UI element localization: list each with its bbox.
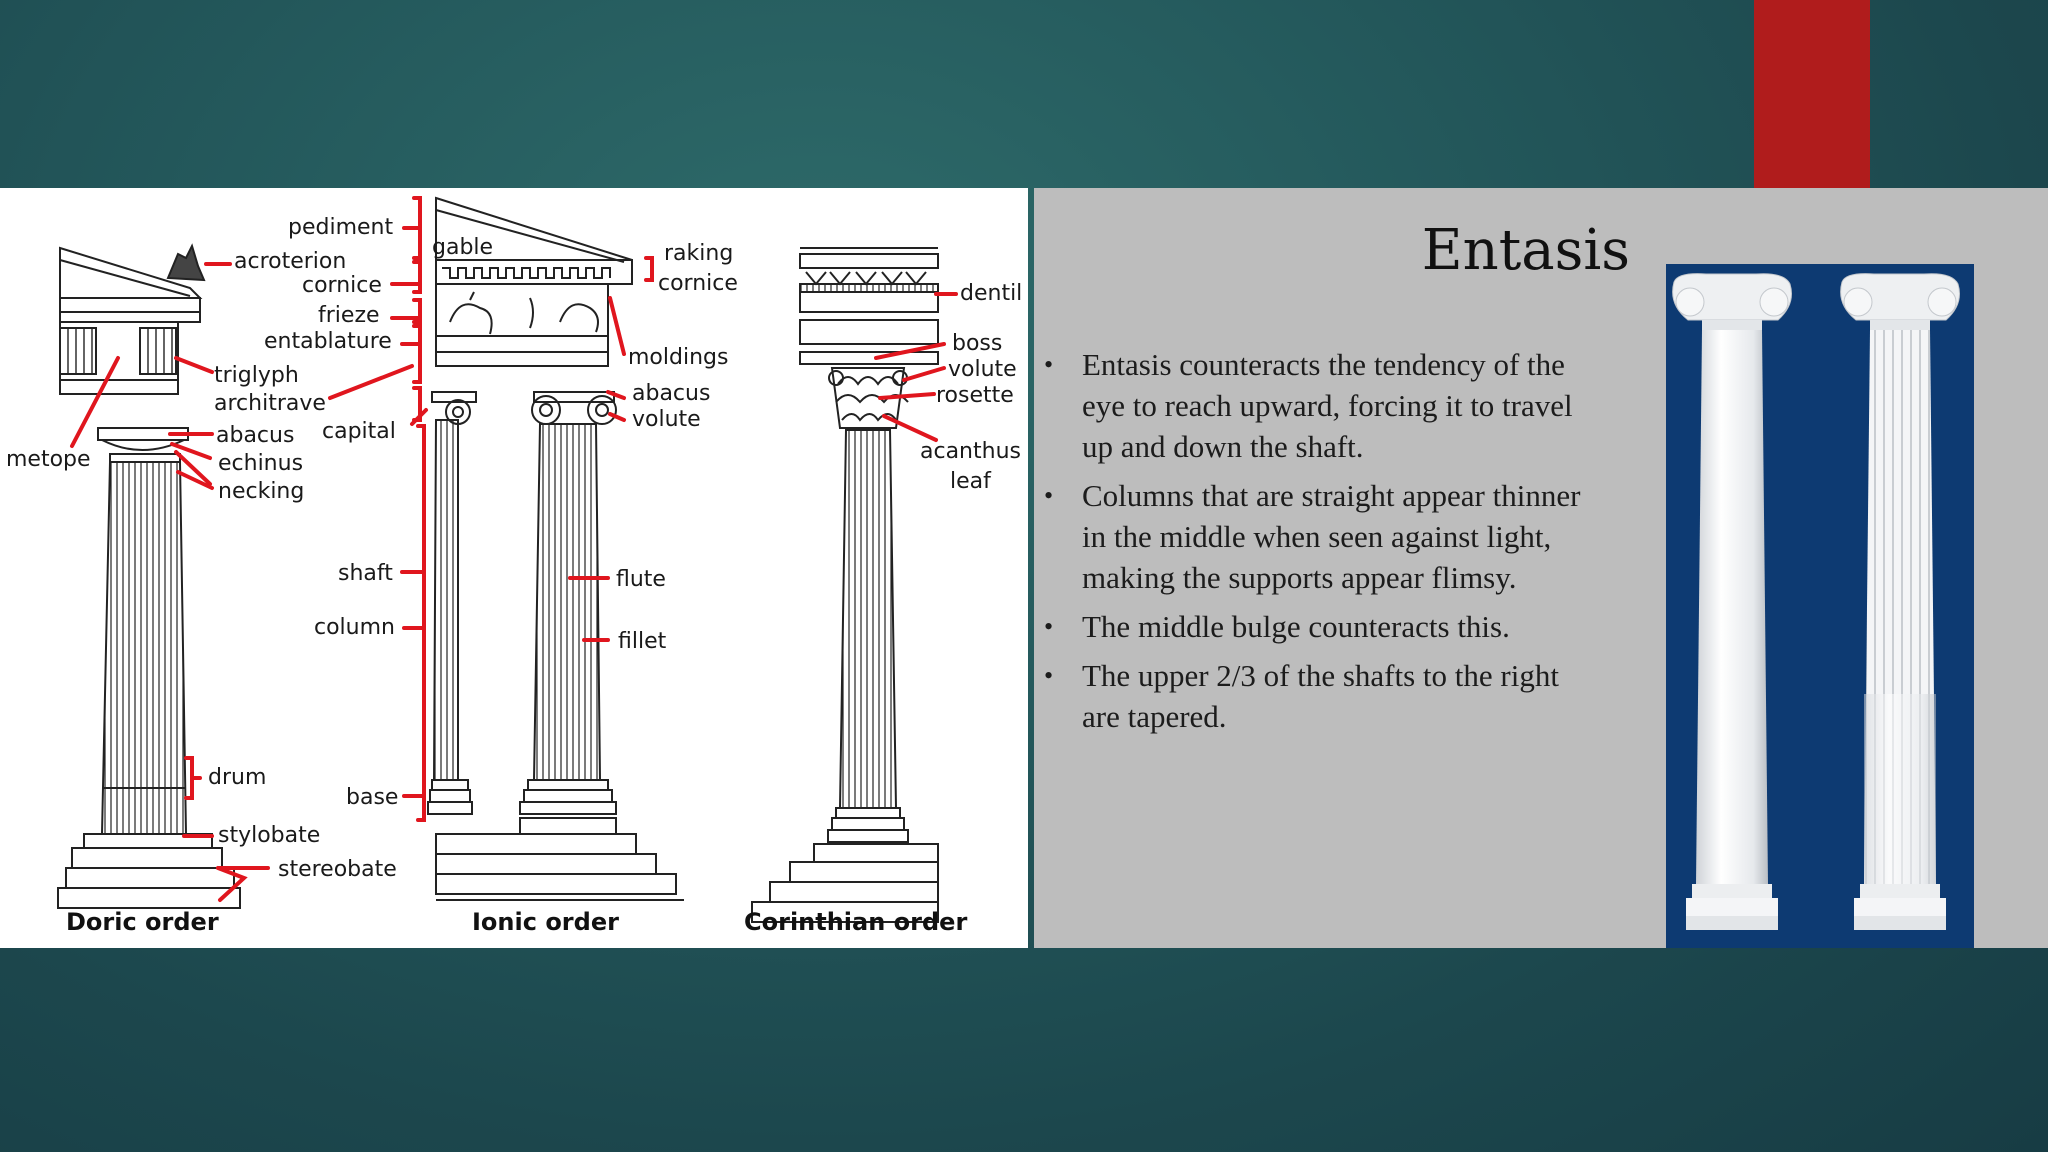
label-stylobate: stylobate — [218, 823, 321, 848]
label-pediment: pediment — [288, 215, 394, 240]
bullet-text: Columns that are straight appear thinner in the middle when seen against light, making the supports appear flimsy. — [1082, 478, 1581, 595]
label-volute-ionic: volute — [632, 407, 701, 432]
label-abacus-doric: abacus — [216, 423, 295, 448]
label-dentil: dentil — [960, 281, 1023, 306]
label-boss: boss — [952, 331, 1003, 356]
doric-column-drawing — [58, 246, 240, 908]
ionic-column-drawing — [428, 198, 684, 900]
label-capital: capital — [322, 419, 396, 444]
label-gable: gable — [432, 235, 494, 260]
label-raking: raking — [664, 241, 734, 266]
label-echinus: echinus — [218, 451, 304, 476]
label-frieze: frieze — [318, 303, 380, 328]
label-cornice: cornice — [302, 273, 382, 298]
label-drum: drum — [208, 765, 267, 790]
bullet-list — [1044, 344, 1604, 745]
accent-bar — [1754, 0, 1870, 188]
label-volute-corinthian: volute — [948, 357, 1017, 382]
label-metope: metope — [6, 447, 91, 472]
architectural-orders-diagram — [0, 188, 1028, 948]
label-leaf: leaf — [950, 469, 991, 494]
bullet-item — [1044, 344, 1604, 467]
label-necking: necking — [218, 479, 305, 504]
callout-leaders — [72, 198, 956, 900]
label-raking-cornice: cornice — [658, 271, 738, 296]
label-flute: flute — [616, 567, 666, 592]
label-abacus-ionic: abacus — [632, 381, 711, 406]
bullet-item — [1044, 475, 1604, 598]
bullet-marker: • — [1044, 661, 1054, 690]
doric-order-title: Doric order — [66, 908, 219, 936]
label-entablature: entablature — [264, 329, 392, 354]
label-triglyph: triglyph — [214, 363, 299, 388]
bullet-marker: • — [1044, 350, 1054, 379]
label-acanthus: acanthus — [920, 439, 1021, 464]
bullet-item — [1044, 655, 1604, 737]
label-architrave: architrave — [214, 391, 326, 416]
label-rosette: rosette — [936, 383, 1014, 408]
label-shaft: shaft — [338, 561, 393, 586]
bullet-marker: • — [1044, 481, 1054, 510]
bullet-text: The middle bulge counteracts this. — [1082, 609, 1510, 644]
label-column: column — [314, 615, 395, 640]
label-acroterion: acroterion — [234, 249, 347, 274]
ionic-order-title: Ionic order — [472, 908, 619, 936]
bullet-item — [1044, 606, 1604, 647]
label-base: base — [346, 785, 399, 810]
corinthian-order-title: Corinthian order — [744, 908, 968, 936]
slide-title: Entasis — [1421, 218, 1630, 283]
label-fillet: fillet — [618, 629, 667, 654]
column-photo — [1666, 264, 1974, 948]
bullet-marker: • — [1044, 612, 1054, 641]
bullet-text: The upper 2/3 of the shafts to the right are tapered. — [1082, 658, 1559, 734]
label-moldings: moldings — [628, 345, 729, 370]
orders-illustration — [0, 188, 1028, 948]
label-stereobate: stereobate — [278, 857, 397, 882]
bullet-text: Entasis counteracts the tendency of the eye to reach upward, forcing it to travel up and down the shaft. — [1082, 347, 1573, 464]
